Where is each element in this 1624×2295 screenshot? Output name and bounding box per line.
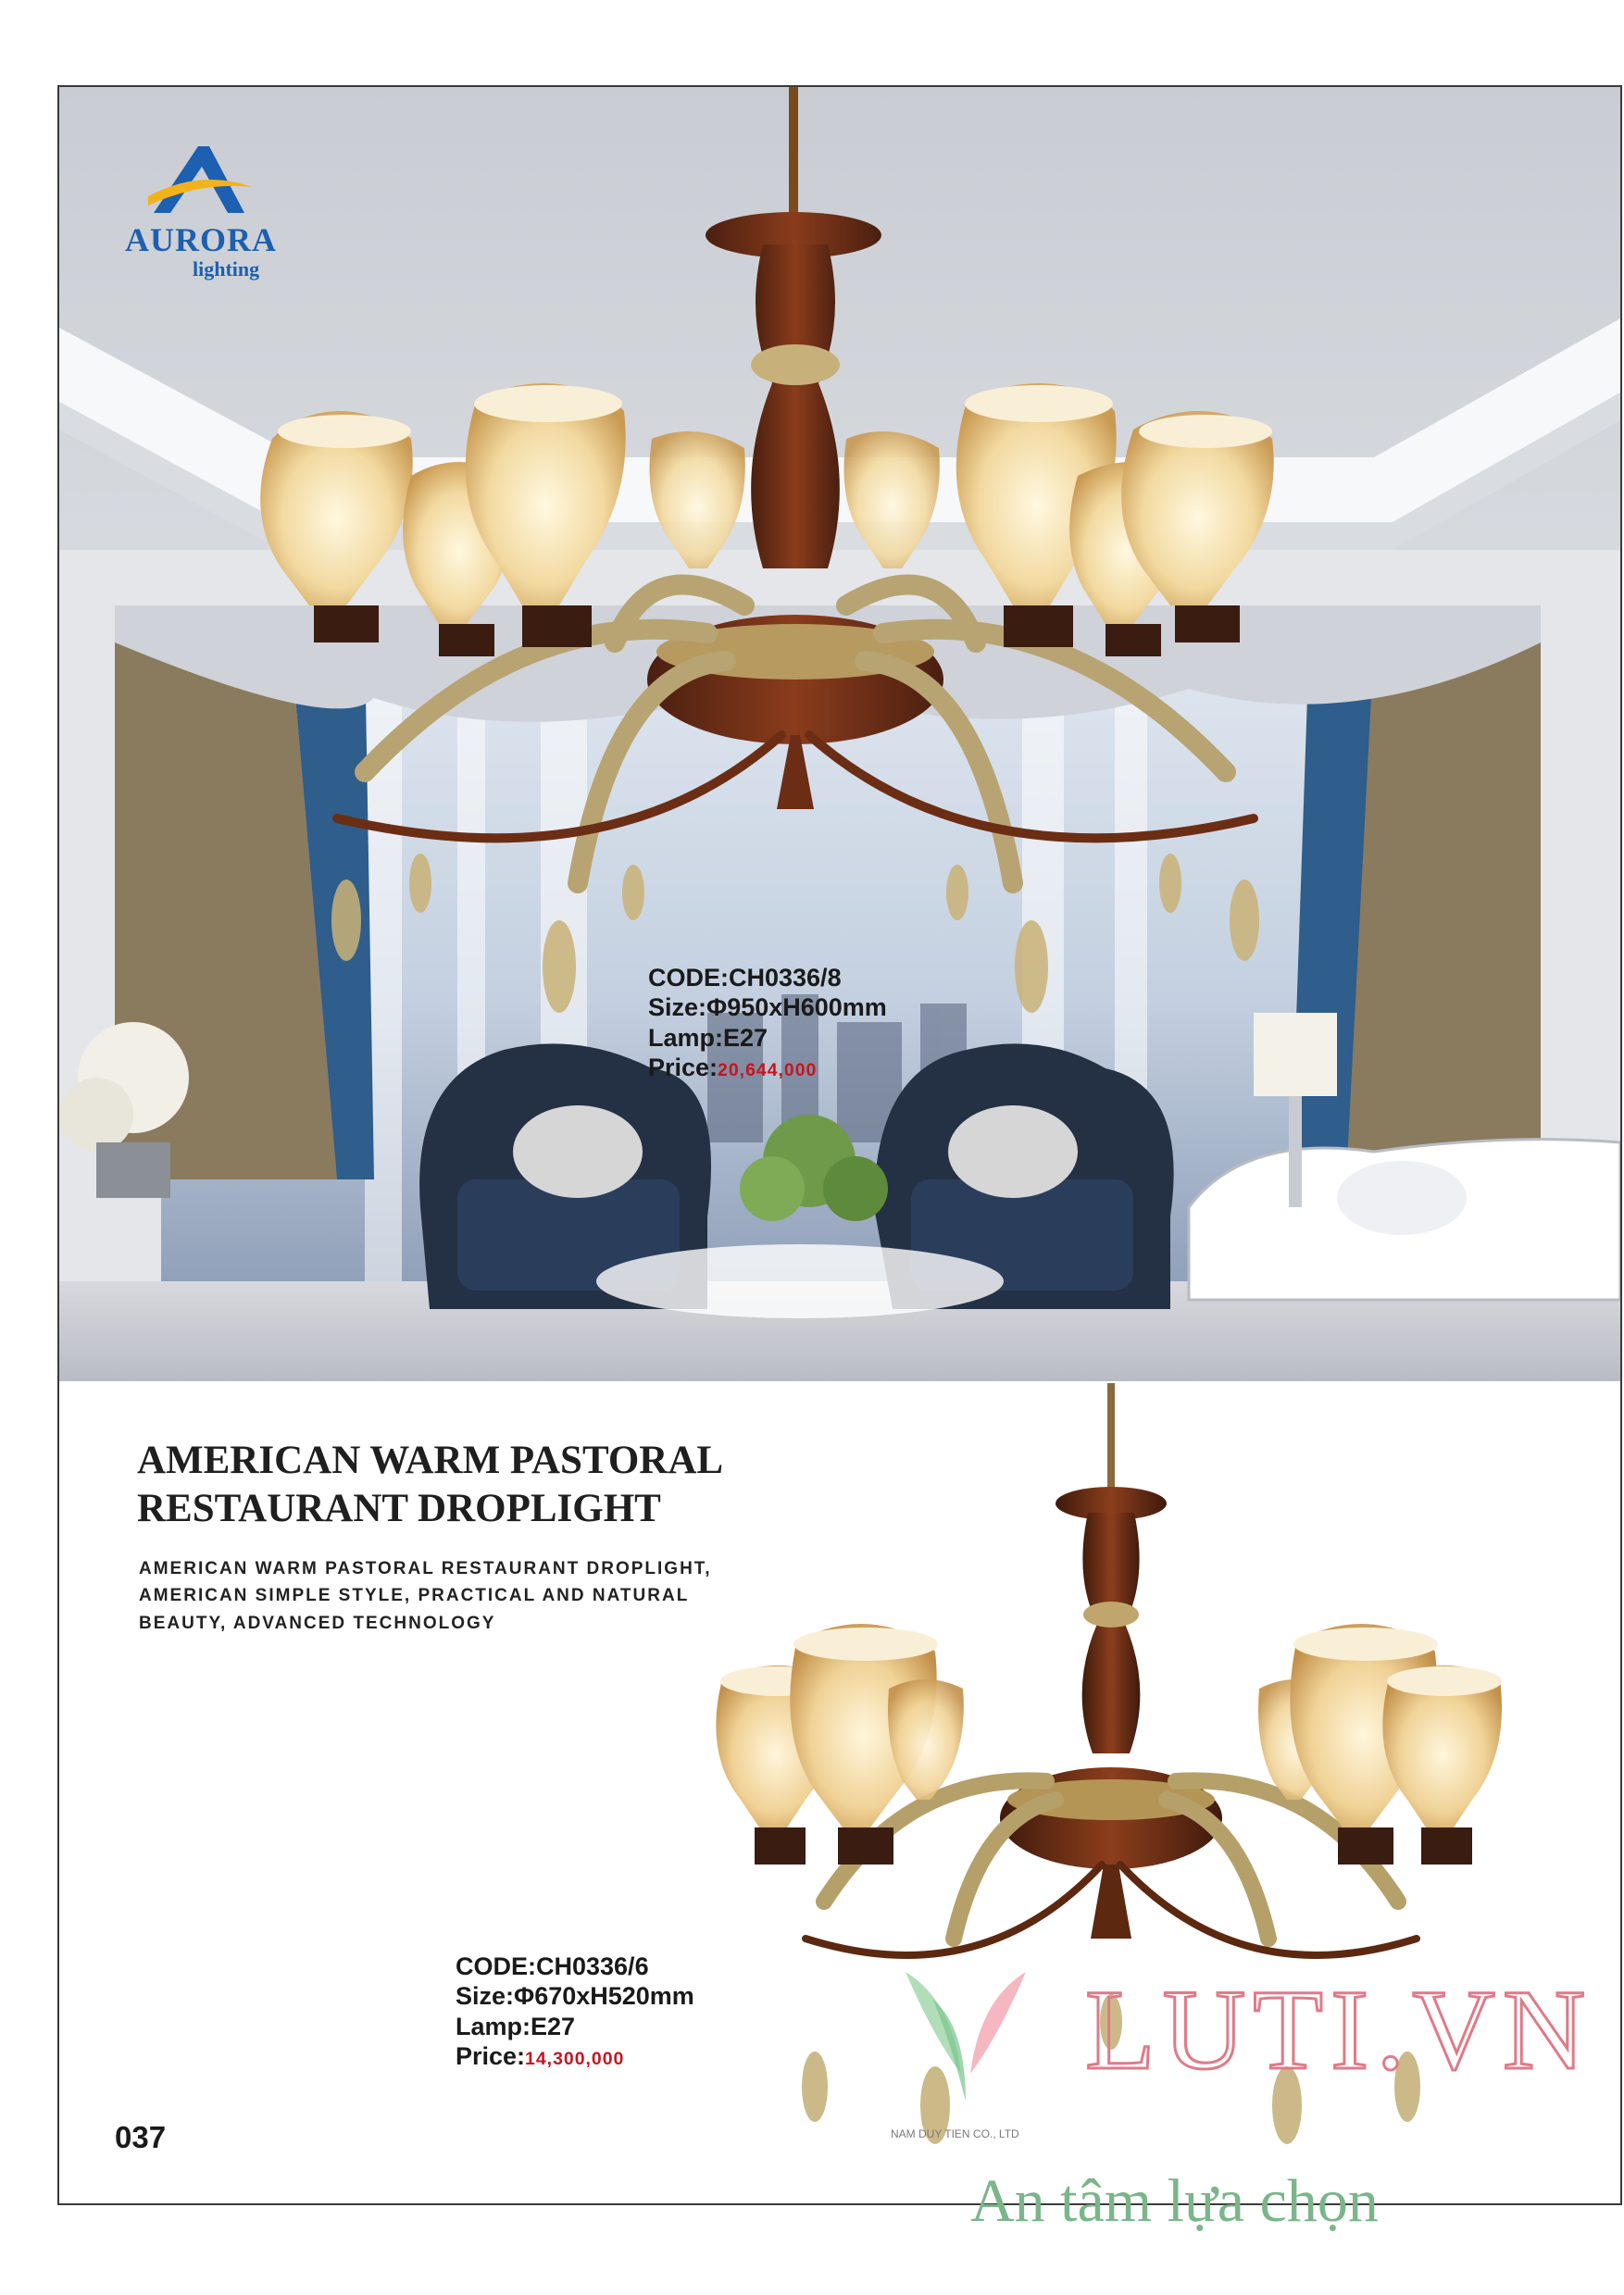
code-value: CH0336/8 <box>729 964 842 992</box>
description-line-2: AMERICAN SIMPLE STYLE, PRACTICAL AND NATURAL <box>139 1586 690 1606</box>
size-label: Size: <box>456 1982 515 2011</box>
spec-size-row <box>456 1981 694 2011</box>
code-label: CODE: <box>648 964 729 992</box>
aurora-logo <box>113 141 298 289</box>
spec-lamp-row <box>456 2012 694 2041</box>
spec-price-row <box>648 1053 887 1082</box>
code-label: CODE: <box>456 1952 536 1980</box>
spec-size-row <box>648 992 887 1022</box>
size-value: Φ950xH600mm <box>706 993 887 1022</box>
code-value: CH0336/6 <box>536 1952 649 1980</box>
lamp-value: E27 <box>531 2012 576 2040</box>
size-label: Size: <box>648 993 707 1022</box>
lamp-label: Lamp: <box>648 1023 723 1052</box>
spec-small-chandelier <box>456 1952 694 2072</box>
price-label: Price: <box>456 2042 526 2071</box>
aurora-brand-name: AURORA <box>125 221 277 258</box>
price-label: Price: <box>648 1054 718 1082</box>
spec-large-chandelier <box>648 963 887 1083</box>
luti-leaf-logo-icon <box>896 1963 1035 2120</box>
spec-code-row <box>456 1952 694 1981</box>
spec-code-row <box>648 963 887 992</box>
price-value: 14,300,000 <box>525 2049 625 2070</box>
watermark-tagline: An tâm lựa chọn <box>970 2167 1379 2235</box>
lamp-label: Lamp: <box>456 2012 531 2040</box>
lamp-value: E27 <box>723 1023 768 1052</box>
description-line-3: BEAUTY, ADVANCED TECHNOLOGY <box>139 1613 496 1633</box>
size-value: Φ670xH520mm <box>514 1982 694 2011</box>
page-number: 037 <box>115 2120 167 2154</box>
product-title <box>137 1437 723 1532</box>
watermark-company: NAM DUY TIEN CO., LTD <box>891 2127 1019 2140</box>
title-line-2: RESTAURANT DROPLIGHT <box>137 1486 661 1530</box>
watermark-brand: LUTI.VN <box>1085 1966 1593 2093</box>
description-line-1: AMERICAN WARM PASTORAL RESTAURANT DROPLIGHT, <box>139 1559 712 1578</box>
spec-lamp-row <box>648 1023 887 1053</box>
price-value: 20,644,000 <box>718 1060 818 1081</box>
aurora-logo-mark-icon <box>144 141 256 220</box>
spec-price-row <box>456 2041 694 2071</box>
title-line-1: AMERICAN WARM PASTORAL <box>137 1439 724 1482</box>
aurora-brand-sub: lighting <box>193 257 260 281</box>
